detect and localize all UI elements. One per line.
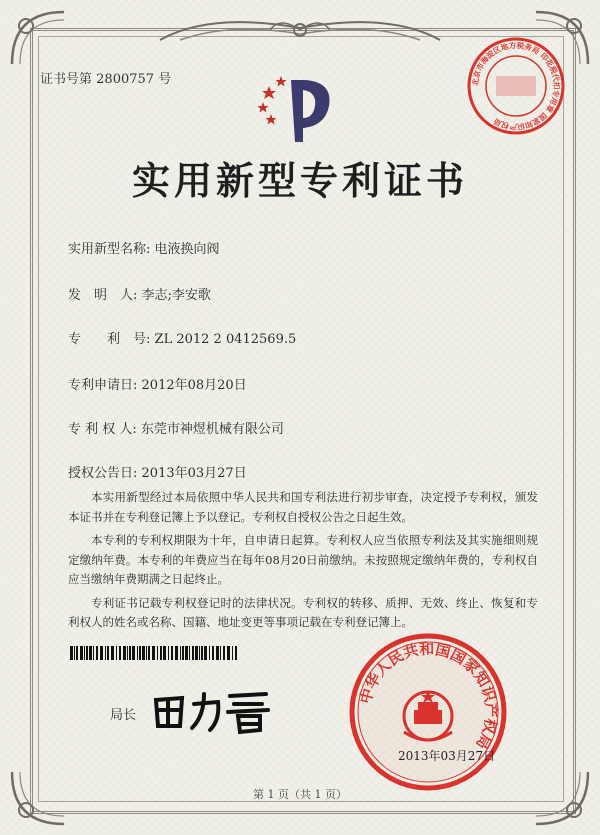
patent-number-label: 专 利 号: bbox=[68, 332, 151, 347]
barcode-bar bbox=[76, 646, 78, 660]
barcode-bar bbox=[137, 646, 138, 660]
barcode-bar bbox=[139, 646, 141, 660]
inventor-row bbox=[68, 284, 211, 303]
barcode-bar bbox=[148, 646, 150, 660]
patent-number-value: ZL 2012 2 0412569.5 bbox=[154, 332, 297, 347]
barcode-bar bbox=[220, 646, 221, 660]
grant-date-label: 授权公告日: bbox=[68, 466, 138, 481]
filing-date-label: 专利申请日: bbox=[68, 378, 138, 393]
body-paragraph-3: 专利证书记载专利权登记时的法律状况。专利权的转移、质押、无效、终止、恢复和专利权人的姓名或名称、国籍、地址变更等事项记载在专利登记簿上。 bbox=[68, 595, 538, 629]
director-signature-icon bbox=[148, 686, 278, 736]
certificate-body bbox=[68, 488, 538, 637]
barcode-bar bbox=[74, 646, 75, 660]
utility-model-name-value: 电液换向阀 bbox=[154, 242, 220, 257]
sipo-logo-icon bbox=[255, 72, 345, 144]
barcode-bar bbox=[192, 646, 194, 660]
body-paragraph-2: 本专利的专利权期限为十年，自申请日起算。专利权人应当依照专利法及其实施细则规定缴纳年费。本专利的年费应当在每年08月20日前缴纳。未按照规定缴纳年费的，专利权自应当缴纳年费期满之日起终止。 bbox=[68, 533, 538, 586]
barcode-bar bbox=[157, 646, 158, 660]
inventor-value: 李志;李安歌 bbox=[141, 288, 211, 303]
barcode-bar bbox=[100, 646, 103, 660]
barcode-bar bbox=[107, 646, 109, 660]
barcode-bar bbox=[227, 646, 230, 660]
barcode-bar bbox=[216, 646, 219, 660]
barcode-bar bbox=[84, 646, 85, 660]
page-number: 第 1 页（共 1 页） bbox=[253, 788, 347, 801]
top-ornament-icon bbox=[150, 10, 450, 54]
small-seal-arc-text: 北京市海淀区地方税务局 印花税代扣专用章 国家知识产权局 bbox=[470, 40, 562, 132]
barcode-bar bbox=[96, 646, 98, 660]
barcode-bar bbox=[129, 646, 131, 660]
barcode-bar bbox=[160, 646, 162, 660]
barcode-bar bbox=[80, 646, 83, 660]
barcode-bar bbox=[111, 646, 114, 660]
barcode-bar bbox=[180, 646, 181, 660]
barcode-bar bbox=[189, 646, 190, 660]
barcode-bar bbox=[70, 646, 73, 660]
certificate-number bbox=[40, 68, 171, 87]
certificate-title: 实用新型专利证书 bbox=[131, 158, 468, 203]
barcode-bar bbox=[232, 646, 233, 660]
filing-date-row bbox=[68, 374, 247, 393]
barcode-bar bbox=[142, 646, 145, 660]
barcode-bar bbox=[223, 646, 225, 660]
barcode-bar bbox=[105, 646, 106, 660]
barcode-bar bbox=[209, 646, 210, 660]
director-label: 局长 bbox=[110, 708, 137, 723]
utility-model-name-label: 实用新型名称: bbox=[68, 242, 151, 257]
barcode-bar bbox=[152, 646, 155, 660]
barcode-bar bbox=[86, 646, 88, 660]
barcode-icon bbox=[70, 646, 240, 660]
barcode-bar bbox=[204, 646, 207, 660]
barcode-bar bbox=[93, 646, 94, 660]
certificate-number-value: 2800757 bbox=[96, 72, 155, 87]
sipo-official-seal-icon bbox=[348, 632, 508, 792]
barcode-bar bbox=[199, 646, 200, 660]
barcode-bar bbox=[89, 646, 92, 660]
seal-date: 2013年03月27日 bbox=[398, 749, 496, 763]
barcode-bar bbox=[146, 646, 147, 660]
patent-number-row bbox=[68, 328, 296, 347]
barcode-bar bbox=[171, 646, 173, 660]
patentee-label: 专 利 权 人: bbox=[68, 422, 137, 437]
barcode-bar bbox=[201, 646, 203, 660]
corner-ornament-top-left-icon bbox=[4, 4, 74, 74]
barcode-bar bbox=[195, 646, 198, 660]
large-seal-arc-text: 中华人民共和国国家知识产权局 bbox=[356, 639, 501, 753]
barcode-bar bbox=[235, 646, 237, 660]
inventor-label: 发 明 人: bbox=[68, 288, 138, 303]
filing-date-value: 2012年08月20日 bbox=[141, 378, 247, 393]
barcode-bar bbox=[127, 646, 128, 660]
barcode-bar bbox=[132, 646, 135, 660]
patentee-value: 东莞市神煜机械有限公司 bbox=[140, 422, 284, 437]
barcode-bar bbox=[163, 646, 166, 660]
certificate-number-label: 证书号第 bbox=[40, 72, 93, 87]
barcode-bar bbox=[119, 646, 121, 660]
body-paragraph-1: 本实用新型经过本局依照中华人民共和国专利法进行初步审查，决定授予专利权，颁发本证书并在专利登记簿上予以登记。专利权自授权公告之日起生效。 bbox=[68, 490, 538, 524]
barcode-bar bbox=[212, 646, 214, 660]
utility-model-name-row bbox=[68, 238, 220, 257]
grant-date-row bbox=[68, 462, 247, 481]
tax-stamp-seal-icon bbox=[466, 36, 566, 136]
barcode-bar bbox=[182, 646, 184, 660]
barcode-bar bbox=[168, 646, 169, 660]
barcode-bar bbox=[123, 646, 126, 660]
certificate-number-suffix: 号 bbox=[158, 72, 172, 87]
barcode-bar bbox=[116, 646, 117, 660]
grant-date-value: 2013年03月27日 bbox=[141, 466, 247, 481]
barcode-bar bbox=[175, 646, 178, 660]
barcode-bar bbox=[185, 646, 188, 660]
patentee-row bbox=[68, 418, 284, 437]
